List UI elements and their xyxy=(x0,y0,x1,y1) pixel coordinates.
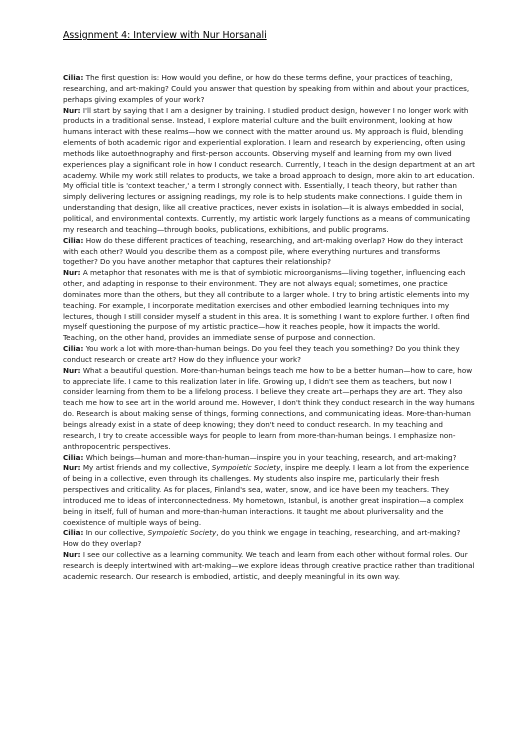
turn-text: I see our collective as a learning community. We teach and learn from each other without formal roles. Our research is deeply intertwined with art-making—we explore ideas through creative practice rather than traditional academic research. Our research is embodied, artistic, and deeply meaningful in its own way. xyxy=(63,550,475,581)
turn-text: art. They also teach me how to see art in the world around me. However, I don't think they conduct research in the way humans do. Research is about making sense of things, forming connections, and communicating ideas. More-than-human beings already exist in a state of deep knowing; they don't need to conduct research. In my teaching and research, I try to create accessible ways for people to learn from more-than-human beings. I emphasize non-anthropocentric perspectives. xyxy=(63,387,475,451)
turn-text: You work a lot with more-than-human beings. Do you feel they teach you something? Do you think they conduct research or create art? How do they influence your work? xyxy=(63,344,460,364)
interview-turn xyxy=(63,550,476,583)
interview-turn xyxy=(63,344,476,366)
speaker-label: Cilia: xyxy=(63,528,84,538)
speaker-label: Nur: xyxy=(63,463,81,473)
turn-text: I'll start by saying that I am a designer by training. I studied product design, however I no longer work with products in a traditional sense. Instead, I explore material culture and the built environment, looking at how humans interact with these realms—how we connect with the matter around us. My approach is fluid, blending elements of both academic rigor and experiential exploration. I learn and research by experiencing, often using methods like autoethnography and first-person accounts. Observing myself and learning from my own lived experiences play a significant role in how I conduct research. Currently, I teach in the design department at an art academy. While my work still relates to products, we take a broad approach to design, more akin to art education. My official title is 'context teacher,' a term I strongly connect with. Essentially, I teach theory, but rather than simply delivering lectures or assigning readings, my role is to help students make connections. I guide them in understanding that design, like all creative practices, never exists in isolation—it is always embedded in social, political, and environmental contexts. Currently, my artistic work largely functions as a means of communicating my research and teaching—through books, publications, exhibitions, and public programs. xyxy=(63,105,475,234)
interview-turn xyxy=(63,106,476,236)
turn-text: Which beings—human and more-than-human—inspire you in your teaching, research, and art-making? xyxy=(85,452,457,462)
interview-turn xyxy=(63,268,476,344)
turn-text: How do these different practices of teaching, researching, and art-making overlap? How do they interact with each other? Would you describe them as a compost pile, where everything nurtures and transforms together? Do you have another metaphor that captures their relationship? xyxy=(63,235,463,267)
turn-text: A metaphor that resonates with me is that of symbiotic microorganisms—living together, influencing each other, and adapting in response to their environment. They are not always equal; sometimes, one practice dominates more than the others, but they all contribute to a larger whole. I try to bring artistic elements into my teaching. For example, I incorporate meditation exercises and other embodied learning techniques into my lectures, though I still consider myself a student in this area. It is something I want to explore further. I often find myself questioning the purpose of my artistic practice—how it reaches people, how it impacts the world. Teaching, on the other hand, provides an immediate sense of purpose and connection. xyxy=(63,268,470,343)
emphasis-text: are xyxy=(399,387,412,397)
interview-turn xyxy=(63,453,476,464)
speaker-label: Nur: xyxy=(63,365,81,375)
collective-name: Sympoietic Society xyxy=(211,463,281,473)
interview-body xyxy=(63,73,476,583)
speaker-label: Cilia: xyxy=(63,344,84,354)
speaker-label: Cilia: xyxy=(63,235,84,245)
interview-turn xyxy=(63,528,476,550)
speaker-label: Cilia: xyxy=(63,452,84,462)
speaker-label: Nur: xyxy=(63,105,81,115)
interview-turn xyxy=(63,463,476,528)
turn-text: , do you think we engage in teaching, researching, and art-making? How do they overlap? xyxy=(63,528,461,549)
speaker-label: Cilia: xyxy=(63,73,84,82)
interview-turn xyxy=(63,236,476,269)
turn-text: , inspire me deeply. I learn a lot from the experience of being in a collective, even through its challenges. My students also inspire me, particularly their fresh perspectives and criticality. As for places, Finland's sea, water, snow, and ice have been my teachers. They introduced me to ideas of interconnectedness. My hometown, Istanbul, is another great inspiration—a complex being in itself, full of human and more-than-human interactions. It taught me about pluriversality and the coexistence of multiple ways of being. xyxy=(63,463,469,527)
interview-turn xyxy=(63,73,476,106)
turn-text: What a beautiful question. More-than-human beings teach me how to be a better human—how to care, how to appreciate life. I came to this realization later in life. Growing up, I didn't see them as teachers, but now I consider learning from them to be a lifelong process. I believe they create art—perhaps they xyxy=(63,365,473,397)
interview-turn xyxy=(63,366,476,453)
speaker-label: Nur: xyxy=(63,268,81,278)
turn-text: My artist friends and my collective, xyxy=(82,463,212,473)
document-title: Assignment 4: Interview with Nur Horsanali xyxy=(63,30,267,41)
turn-text: The first question is: How would you define, or how do these terms define, your practices of teaching, researching, and art-making? Could you answer that question by speaking from within and about your practices, perhaps giving examples of your work? xyxy=(63,73,470,104)
speaker-label: Nur: xyxy=(63,550,81,560)
collective-name: Sympoietic Society xyxy=(147,528,217,538)
turn-text: In our collective, xyxy=(85,528,148,538)
